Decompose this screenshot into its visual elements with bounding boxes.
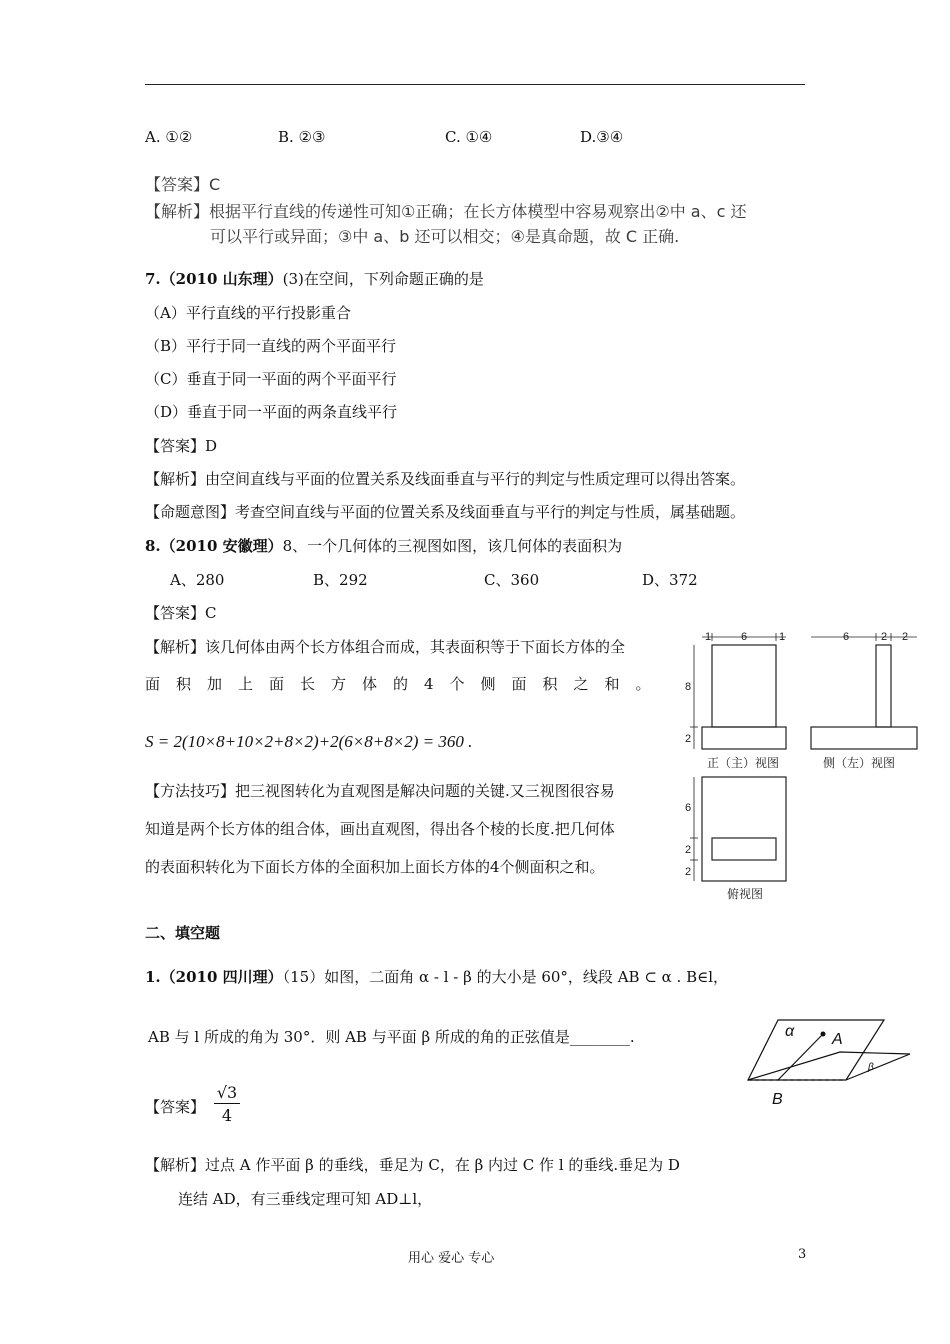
q1-stem-line1: （15）如图，二面角 α - l - β 的大小是 60°，线段 AB ⊂ α . B∈l， [282,968,729,986]
q6-analysis-line1: 【解析】根据平行直线的传递性可知①正确；在长方体模型中容易观察出②中 a、c 还 [145,202,747,221]
q8-formula: S = 2(10×8+10×2+8×2)+2(6×8+8×2) = 360 . [145,732,473,751]
front-upper-block [712,645,776,727]
point-a [821,1032,826,1037]
q8-method-line2: 知道是两个长方体的组合体，画出直观图，得出各个棱的长度.把几何体 [145,820,615,838]
q8-option-a: A、280 [170,571,225,589]
q6-option-b: B. ②③ [278,128,326,146]
q7-option-c: （C）垂直于同一平面的两个平面平行 [145,370,397,388]
q8-method-line1: 【方法技巧】把三视图转化为直观图是解决问题的关键.又三视图很容易 [145,782,615,800]
q8-analysis-line1: 【解析】该几何体由两个长方体组合而成，其表面积等于下面长方体的全 [145,638,626,656]
front-lower-block [702,727,786,749]
q6-option-a: A. ①② [145,128,193,146]
q8-analysis-line2: 面积加上面长方体的4个侧面积之和。 [145,675,667,693]
top-view-label: 俯视图 [727,887,764,901]
q7-answer: 【答案】D [145,437,218,455]
q1-answer-fraction [214,1083,240,1125]
q7-question [145,268,484,289]
dim-label: 1 [779,631,786,643]
q8-answer: 【答案】C [145,604,217,622]
q7-option-d: （D）垂直于同一平面的两条直线平行 [145,403,398,421]
q1-source: 1.（2010 四川理） [145,968,283,986]
q7-option-b: （B）平行于同一直线的两个平面平行 [145,337,397,355]
label-beta: β [868,1062,874,1073]
q1-answer-label: 【答案】 [145,1098,206,1116]
q6-option-d: D.③④ [580,128,624,146]
q8-method-line3: 的表面积转化为下面长方体的全面积加上面长方体的4个侧面积之和。 [145,858,605,876]
q1-analysis-line2: 连结 AD，有三垂线定理可知 AD⊥l， [178,1190,433,1208]
q8-option-c: C、360 [484,571,540,589]
side-lower-block [811,727,917,749]
segment-ab [778,1034,823,1080]
q6-analysis-line2: 可以平行或异面；③中 a、b 还可以相交；④是真命题，故 C 正确. [210,227,680,246]
q8-option-d: D、372 [642,571,698,589]
q7-option-a: （A）平行直线的平行投影重合 [145,304,351,322]
dim-label: 2 [685,733,692,745]
fraction-denominator: 4 [221,1106,233,1125]
page-number: 3 [798,1247,807,1262]
q1-question [145,966,728,987]
q8-option-b: B、292 [313,571,368,589]
front-view-label: 正（主）视图 [707,756,780,770]
q7-stem: (3)在空间，下列命题正确的是 [282,270,484,288]
plane-beta [748,1052,910,1080]
header-rule [145,84,805,85]
q1-analysis-line1: 【解析】过点 A 作平面 β 的垂线，垂足为 C，在 β 内过 C 作 l 的垂线.垂足为 D [145,1156,680,1174]
dim-label: 1 [705,631,712,643]
dim-label: 2 [881,631,888,643]
q1-stem-line2: AB 与 l 所成的角为 30°．则 AB 与平面 β 所成的角的正弦值是________. [148,1028,635,1046]
dim-label: 2 [902,631,909,643]
q7-analysis: 【解析】由空间直线与平面的位置关系及线面垂直与平行的判定与性质定理可以得出答案。 [145,470,746,488]
dim-label: 6 [685,802,692,814]
label-b: B [772,1091,783,1108]
side-upper-block [876,645,891,727]
side-view-label: 侧（左）视图 [823,756,896,770]
dim-label: 2 [685,866,692,878]
section-title: 二、填空题 [145,924,221,942]
fraction-numerator: √3 [214,1083,240,1104]
dim-label: 6 [843,631,850,643]
dim-label: 8 [685,681,692,693]
plane-alpha [748,1020,884,1080]
q6-option-c: C. ①④ [445,128,493,146]
q8-question [145,535,622,556]
dihedral-figure [740,1012,920,1112]
top-outer-rect [702,777,786,881]
dim-label: 6 [741,631,748,643]
dim-label: 2 [685,844,692,856]
q7-intent: 【命题意图】考查空间直线与平面的位置关系及线面垂直与平行的判定与性质，属基础题。 [145,503,746,521]
top-inner-rect [712,838,776,860]
q7-source: 7.（2010 山东理） [145,270,283,288]
q6-answer: 【答案】C [145,175,221,194]
label-a: A [832,1031,843,1048]
three-view-figure [685,625,925,905]
label-alpha: α [785,1023,795,1040]
footer-slogan: 用心 爱心 专心 [408,1251,495,1266]
q8-source: 8.（2010 安徽理） [145,537,283,555]
q8-stem: 8、一个几何体的三视图如图，该几何体的表面积为 [282,537,623,555]
